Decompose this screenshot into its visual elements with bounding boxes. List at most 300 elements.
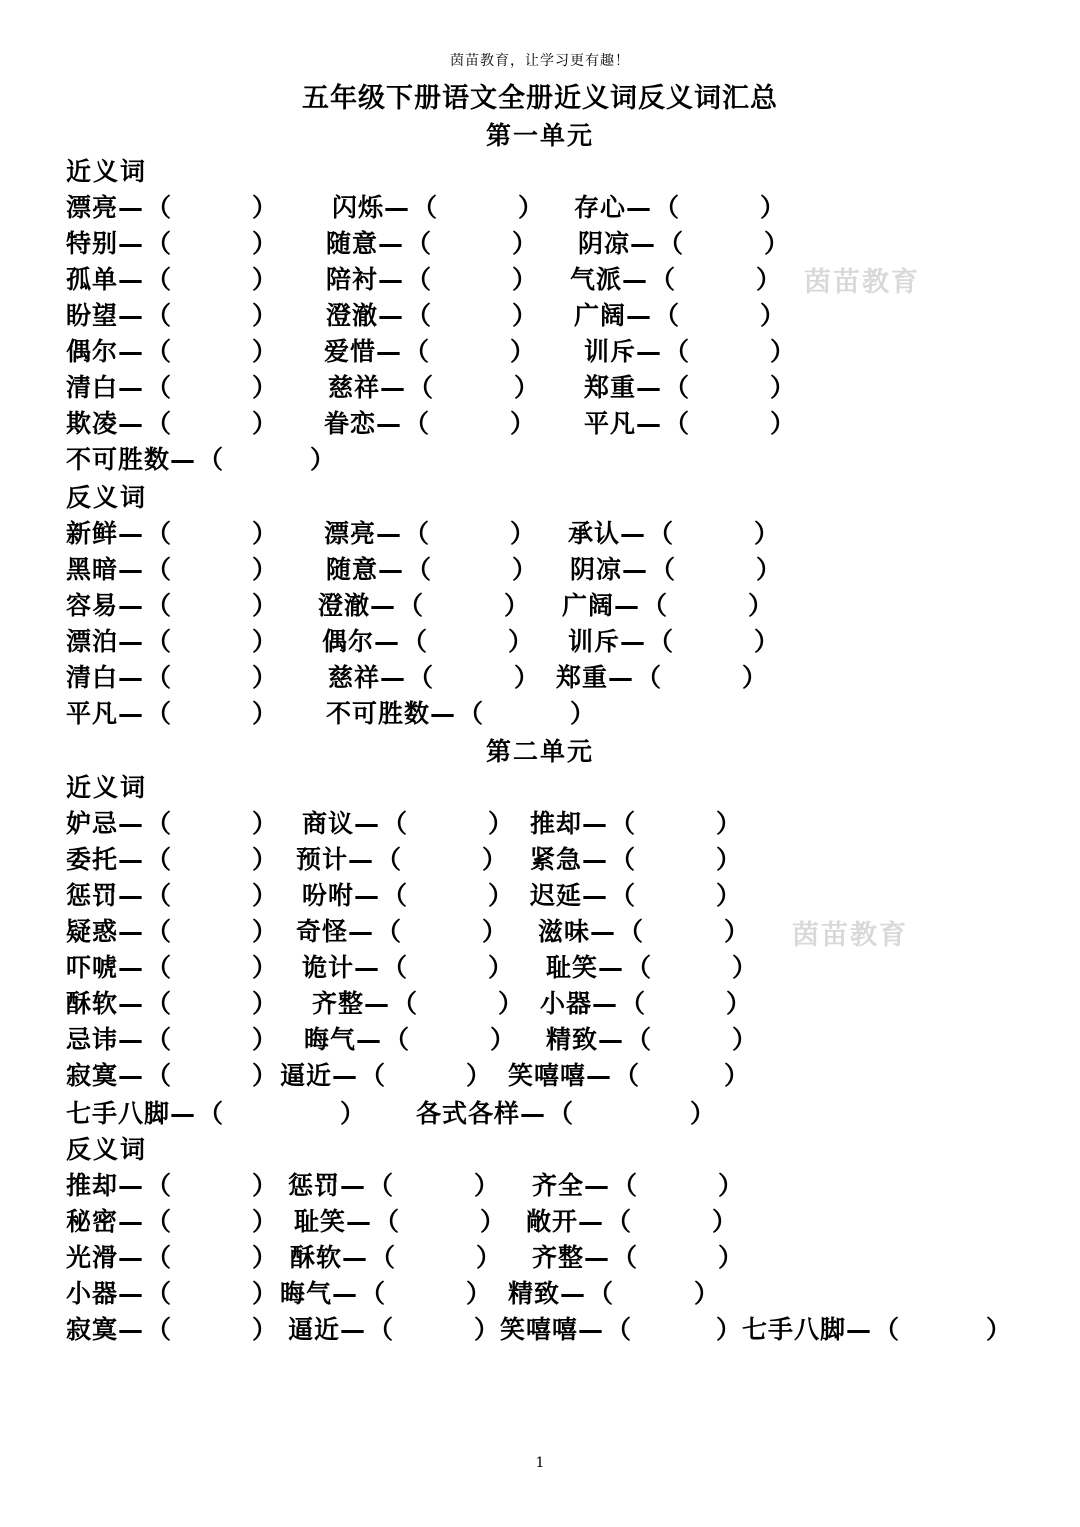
answer-blank-close: ）: [252, 1243, 279, 1272]
answer-blank-open[interactable]: （: [404, 409, 431, 438]
answer-blank-open[interactable]: （: [198, 1099, 225, 1128]
dash: —: [354, 881, 381, 910]
answer-blank-open[interactable]: （: [146, 1243, 173, 1272]
answer-blank-close: ）: [716, 1315, 743, 1344]
dash: —: [118, 265, 145, 294]
answer-blank-close: ）: [760, 193, 787, 222]
answer-blank-close: ）: [252, 917, 279, 946]
answer-blank-close: ）: [252, 699, 279, 728]
watermark: 茵苗教育: [804, 267, 920, 298]
answer-blank-open[interactable]: （: [368, 1315, 395, 1344]
dash: —: [614, 591, 641, 620]
dash: —: [620, 519, 647, 548]
vocab-word: 广阔: [574, 301, 627, 330]
dash: —: [348, 917, 375, 946]
vocab-word: 郑重: [584, 373, 637, 402]
header-note: 茵苗教育，让学习更有趣！: [450, 53, 630, 69]
answer-blank-open[interactable]: （: [146, 1171, 173, 1200]
vocab-word: 欺凌: [66, 409, 119, 438]
vocab-item: [568, 622, 781, 658]
dash: —: [118, 591, 145, 620]
answer-blank-open[interactable]: （: [382, 953, 409, 982]
answer-blank-close: ）: [498, 989, 525, 1018]
answer-blank-close: ）: [252, 409, 279, 438]
dash: —: [118, 1207, 145, 1236]
vocab-word: 齐全: [532, 1171, 585, 1200]
answer-blank-open[interactable]: （: [146, 989, 173, 1018]
answer-blank-open[interactable]: （: [648, 519, 675, 548]
vocab-item: [526, 1202, 739, 1238]
vocab-word: 推却: [66, 1171, 119, 1200]
answer-blank-open[interactable]: （: [626, 953, 653, 982]
vocab-item: [66, 1310, 279, 1346]
answer-blank-open[interactable]: （: [650, 265, 677, 294]
answer-blank-open[interactable]: （: [648, 627, 675, 656]
vocab-word: 迟延: [530, 881, 583, 910]
answer-blank-close: ）: [764, 229, 791, 258]
vocab-item: [508, 1274, 721, 1310]
answer-blank-open[interactable]: （: [146, 519, 173, 548]
dash: —: [630, 229, 657, 258]
vocab-word: 承认: [568, 519, 621, 548]
answer-blank-open[interactable]: （: [610, 809, 637, 838]
answer-blank-close: ）: [748, 591, 775, 620]
answer-blank-open[interactable]: （: [612, 1243, 639, 1272]
vocab-word: 漂亮: [324, 519, 377, 548]
vocab-item: [66, 622, 279, 658]
vocab-item: [66, 440, 337, 476]
vocab-word: 精致: [546, 1025, 599, 1054]
vocab-word: 偶尔: [322, 627, 375, 656]
answer-blank-open[interactable]: （: [548, 1099, 575, 1128]
vocab-item: [532, 1166, 745, 1202]
vocab-word: 小器: [540, 989, 593, 1018]
answer-blank-close: ）: [508, 627, 535, 656]
dash: —: [520, 1099, 547, 1128]
answer-blank-open[interactable]: （: [610, 881, 637, 910]
answer-blank-open[interactable]: （: [146, 881, 173, 910]
vocab-item: [288, 1310, 501, 1346]
vocab-word: 诡计: [302, 953, 355, 982]
answer-blank-open[interactable]: （: [374, 1207, 401, 1236]
answer-blank-open[interactable]: （: [412, 193, 439, 222]
dash: —: [636, 409, 663, 438]
dash: —: [384, 193, 411, 222]
dash: —: [170, 445, 197, 474]
answer-blank-close: ）: [252, 845, 279, 874]
vocab-item: [296, 840, 509, 876]
dash: —: [354, 809, 381, 838]
dash: —: [118, 845, 145, 874]
vocab-item: [584, 332, 797, 368]
vocab-word: 平凡: [66, 699, 119, 728]
vocab-item: [568, 514, 781, 550]
dash: —: [584, 1171, 611, 1200]
answer-blank-close: ）: [252, 1061, 279, 1090]
vocab-item: [66, 296, 279, 332]
vocab-item: [584, 368, 797, 404]
unit2-synonyms-label: 近义词: [66, 773, 148, 802]
dash: —: [118, 555, 145, 584]
answer-blank-close: ）: [754, 519, 781, 548]
answer-blank-open[interactable]: （: [636, 663, 663, 692]
answer-blank-close: ）: [252, 265, 279, 294]
vocab-item: [66, 188, 279, 224]
vocab-item: [530, 840, 743, 876]
vocab-word: 特别: [66, 229, 119, 258]
answer-blank-close: ）: [488, 953, 515, 982]
vocab-word: 齐整: [312, 989, 365, 1018]
dash: —: [118, 373, 145, 402]
answer-blank-open[interactable]: （: [376, 845, 403, 874]
dash: —: [118, 881, 145, 910]
dash: —: [378, 301, 405, 330]
dash: —: [354, 953, 381, 982]
vocab-word: 笑嘻嘻: [500, 1315, 579, 1344]
answer-blank-open[interactable]: （: [146, 591, 173, 620]
vocab-item: [326, 550, 539, 586]
answer-blank-close: ）: [510, 337, 537, 366]
vocab-word: 眷恋: [324, 409, 377, 438]
vocab-word: 七手八脚: [66, 1099, 171, 1128]
vocab-item: [66, 368, 279, 404]
answer-blank-close: ）: [490, 1025, 517, 1054]
answer-blank-open[interactable]: （: [664, 409, 691, 438]
vocab-item: [324, 404, 537, 440]
answer-blank-open[interactable]: （: [620, 989, 647, 1018]
vocab-word: 闪烁: [332, 193, 385, 222]
answer-blank-open[interactable]: （: [614, 1061, 641, 1090]
answer-blank-close: ）: [742, 663, 769, 692]
answer-blank-open[interactable]: （: [382, 809, 409, 838]
vocab-item: [538, 912, 751, 948]
dash: —: [626, 193, 653, 222]
vocab-item: [742, 1310, 1013, 1346]
answer-blank-open[interactable]: （: [146, 699, 173, 728]
vocab-word: 慈祥: [328, 373, 381, 402]
vocab-item: [570, 550, 783, 586]
dash: —: [118, 1171, 145, 1200]
vocab-word: 偶尔: [66, 337, 119, 366]
answer-blank-open[interactable]: （: [146, 193, 173, 222]
answer-blank-close: ）: [252, 663, 279, 692]
dash: —: [118, 229, 145, 258]
answer-blank-open[interactable]: （: [874, 1315, 901, 1344]
answer-blank-close: ）: [476, 1243, 503, 1272]
answer-blank-open[interactable]: （: [146, 409, 173, 438]
dash: —: [356, 1025, 383, 1054]
answer-blank-close: ）: [252, 627, 279, 656]
answer-blank-open[interactable]: （: [392, 989, 419, 1018]
vocab-word: 随意: [326, 229, 379, 258]
answer-blank-open[interactable]: （: [146, 1061, 173, 1090]
document-title: 五年级下册语文全册近义词反义词汇总: [302, 83, 778, 114]
vocab-word: 惩罚: [66, 881, 119, 910]
answer-blank-close: ）: [770, 373, 797, 402]
dash: —: [582, 809, 609, 838]
vocab-item: [584, 404, 797, 440]
vocab-item: [66, 912, 279, 948]
vocab-word: 存心: [574, 193, 627, 222]
answer-blank-close: ）: [252, 989, 279, 1018]
answer-blank-close: ）: [754, 627, 781, 656]
answer-blank-close: ）: [252, 1171, 279, 1200]
answer-blank-open[interactable]: （: [198, 445, 225, 474]
vocab-word: 寂寞: [66, 1061, 119, 1090]
dash: —: [622, 265, 649, 294]
dash: —: [374, 627, 401, 656]
vocab-word: 不可胜数: [66, 445, 171, 474]
answer-blank-close: ）: [732, 1025, 759, 1054]
answer-blank-close: ）: [252, 953, 279, 982]
watermark: 茵苗教育: [792, 920, 908, 951]
answer-blank-open[interactable]: （: [360, 1061, 387, 1090]
dash: —: [118, 1025, 145, 1054]
answer-blank-close: ）: [986, 1315, 1013, 1344]
answer-blank-open[interactable]: （: [402, 627, 429, 656]
vocab-item: [324, 332, 537, 368]
vocab-item: [326, 260, 539, 296]
dash: —: [578, 1207, 605, 1236]
vocab-word: 预计: [296, 845, 349, 874]
vocab-item: [66, 1094, 367, 1130]
dash: —: [118, 301, 145, 330]
vocab-word: 训斥: [568, 627, 621, 656]
answer-blank-open[interactable]: （: [368, 1171, 395, 1200]
answer-blank-close: ）: [716, 845, 743, 874]
answer-blank-close: ）: [760, 301, 787, 330]
dash: —: [380, 373, 407, 402]
answer-blank-close: ）: [770, 409, 797, 438]
vocab-word: 商议: [302, 809, 355, 838]
answer-blank-open[interactable]: （: [408, 663, 435, 692]
answer-blank-close: ）: [732, 953, 759, 982]
answer-blank-open[interactable]: （: [146, 265, 173, 294]
vocab-item: [546, 948, 759, 984]
vocab-item: [530, 876, 743, 912]
vocab-item: [326, 224, 539, 260]
vocab-item: [280, 1056, 493, 1092]
answer-blank-close: ）: [756, 555, 783, 584]
vocab-word: 容易: [66, 591, 119, 620]
vocab-item: [66, 1202, 279, 1238]
vocab-item: [328, 658, 541, 694]
answer-blank-open[interactable]: （: [458, 699, 485, 728]
vocab-word: 秘密: [66, 1207, 119, 1236]
vocab-item: [66, 550, 279, 586]
answer-blank-close: ）: [716, 809, 743, 838]
vocab-word: 紧急: [530, 845, 583, 874]
dash: —: [118, 989, 145, 1018]
vocab-word: 吩咐: [302, 881, 355, 910]
vocab-item: [66, 1238, 279, 1274]
vocab-item: [290, 1238, 503, 1274]
unit1-antonyms-label: 反义词: [66, 483, 148, 512]
answer-blank-open[interactable]: （: [146, 663, 173, 692]
answer-blank-close: ）: [252, 881, 279, 910]
vocab-word: 爱惜: [324, 337, 377, 366]
answer-blank-open[interactable]: （: [406, 301, 433, 330]
dash: —: [332, 1061, 359, 1090]
answer-blank-close: ）: [252, 229, 279, 258]
answer-blank-close: ）: [252, 1025, 279, 1054]
answer-blank-open[interactable]: （: [398, 591, 425, 620]
answer-blank-open[interactable]: （: [146, 337, 173, 366]
dash: —: [378, 555, 405, 584]
vocab-word: 清白: [66, 663, 119, 692]
answer-blank-open[interactable]: （: [146, 1315, 173, 1344]
answer-blank-open[interactable]: （: [146, 953, 173, 982]
answer-blank-open[interactable]: （: [146, 845, 173, 874]
dash: —: [376, 409, 403, 438]
vocab-word: 光滑: [66, 1243, 119, 1272]
answer-blank-open[interactable]: （: [146, 373, 173, 402]
answer-blank-close: ）: [482, 917, 509, 946]
dash: —: [378, 265, 405, 294]
answer-blank-open[interactable]: （: [626, 1025, 653, 1054]
vocab-item: [66, 804, 279, 840]
vocab-item: [318, 586, 531, 622]
answer-blank-open[interactable]: （: [406, 265, 433, 294]
vocab-item: [326, 296, 539, 332]
answer-blank-open[interactable]: （: [610, 845, 637, 874]
answer-blank-close: ）: [514, 663, 541, 692]
vocab-word: 精致: [508, 1279, 561, 1308]
dash: —: [578, 1315, 605, 1344]
answer-blank-open[interactable]: （: [382, 881, 409, 910]
answer-blank-close: ）: [518, 193, 545, 222]
answer-blank-open[interactable]: （: [146, 301, 173, 330]
vocab-item: [66, 658, 279, 694]
answer-blank-open[interactable]: （: [650, 555, 677, 584]
vocab-word: 推却: [530, 809, 583, 838]
answer-blank-close: ）: [512, 229, 539, 258]
answer-blank-close: ）: [512, 265, 539, 294]
vocab-item: [66, 224, 279, 260]
answer-blank-close: ）: [718, 1243, 745, 1272]
answer-blank-open[interactable]: （: [146, 1207, 173, 1236]
vocab-item: [294, 1202, 507, 1238]
dash: —: [592, 989, 619, 1018]
answer-blank-open[interactable]: （: [404, 337, 431, 366]
answer-blank-close: ）: [474, 1315, 501, 1344]
page-number: 1: [535, 1455, 545, 1471]
answer-blank-open[interactable]: （: [146, 1279, 173, 1308]
vocab-word: 酥软: [290, 1243, 343, 1272]
dash: —: [118, 953, 145, 982]
answer-blank-open[interactable]: （: [146, 917, 173, 946]
answer-blank-close: ）: [770, 337, 797, 366]
vocab-word: 新鲜: [66, 519, 119, 548]
answer-blank-close: ）: [310, 445, 337, 474]
answer-blank-close: ）: [488, 809, 515, 838]
vocab-word: 澄澈: [326, 301, 379, 330]
answer-blank-open[interactable]: （: [606, 1207, 633, 1236]
vocab-word: 漂亮: [66, 193, 119, 222]
answer-blank-open[interactable]: （: [404, 519, 431, 548]
answer-blank-open[interactable]: （: [664, 373, 691, 402]
answer-blank-open[interactable]: （: [606, 1315, 633, 1344]
dash: —: [378, 229, 405, 258]
answer-blank-open[interactable]: （: [654, 193, 681, 222]
vocab-word: 阴凉: [570, 555, 623, 584]
answer-blank-close: ）: [252, 591, 279, 620]
vocab-word: 小器: [66, 1279, 119, 1308]
answer-blank-close: ）: [510, 519, 537, 548]
answer-blank-open[interactable]: （: [588, 1279, 615, 1308]
answer-blank-open[interactable]: （: [376, 917, 403, 946]
dash: —: [560, 1279, 587, 1308]
answer-blank-close: ）: [756, 265, 783, 294]
answer-blank-close: ）: [724, 1061, 751, 1090]
dash: —: [584, 1243, 611, 1272]
answer-blank-close: ）: [716, 881, 743, 910]
vocab-word: 酥软: [66, 989, 119, 1018]
dash: —: [582, 881, 609, 910]
answer-blank-close: ）: [252, 1279, 279, 1308]
dash: —: [846, 1315, 873, 1344]
answer-blank-open[interactable]: （: [406, 555, 433, 584]
dash: —: [170, 1099, 197, 1128]
answer-blank-close: ）: [480, 1207, 507, 1236]
dash: —: [118, 1061, 145, 1090]
unit1-title: 第一单元: [485, 121, 594, 150]
dash: —: [370, 591, 397, 620]
vocab-word: 逼近: [288, 1315, 341, 1344]
answer-blank-open[interactable]: （: [406, 229, 433, 258]
vocab-item: [532, 1238, 745, 1274]
vocab-word: 盼望: [66, 301, 119, 330]
vocab-word: 疑惑: [66, 917, 119, 946]
dash: —: [364, 989, 391, 1018]
answer-blank-open[interactable]: （: [146, 555, 173, 584]
answer-blank-open[interactable]: （: [384, 1025, 411, 1054]
dash: —: [118, 1243, 145, 1272]
answer-blank-open[interactable]: （: [664, 337, 691, 366]
vocab-word: 训斥: [584, 337, 637, 366]
vocab-item: [66, 1020, 279, 1056]
vocab-item: [562, 586, 775, 622]
dash: —: [622, 555, 649, 584]
vocab-item: [66, 1056, 279, 1092]
answer-blank-close: ）: [570, 699, 597, 728]
answer-blank-open[interactable]: （: [612, 1171, 639, 1200]
vocab-item: [66, 404, 279, 440]
answer-blank-open[interactable]: （: [408, 373, 435, 402]
vocab-word: 滋味: [538, 917, 591, 946]
answer-blank-open[interactable]: （: [370, 1243, 397, 1272]
answer-blank-close: ）: [252, 555, 279, 584]
answer-blank-close: ）: [252, 1315, 279, 1344]
answer-blank-open[interactable]: （: [658, 229, 685, 258]
answer-blank-open[interactable]: （: [654, 301, 681, 330]
answer-blank-open[interactable]: （: [146, 1025, 173, 1054]
answer-blank-open[interactable]: （: [642, 591, 669, 620]
answer-blank-open[interactable]: （: [146, 809, 173, 838]
answer-blank-open[interactable]: （: [618, 917, 645, 946]
answer-blank-open[interactable]: （: [146, 229, 173, 258]
vocab-word: 平凡: [584, 409, 637, 438]
answer-blank-close: ）: [340, 1099, 367, 1128]
answer-blank-open[interactable]: （: [360, 1279, 387, 1308]
dash: —: [118, 1315, 145, 1344]
dash: —: [636, 373, 663, 402]
vocab-item: [66, 840, 279, 876]
vocab-word: 随意: [326, 555, 379, 584]
answer-blank-open[interactable]: （: [146, 627, 173, 656]
dash: —: [348, 845, 375, 874]
dash: —: [342, 1243, 369, 1272]
